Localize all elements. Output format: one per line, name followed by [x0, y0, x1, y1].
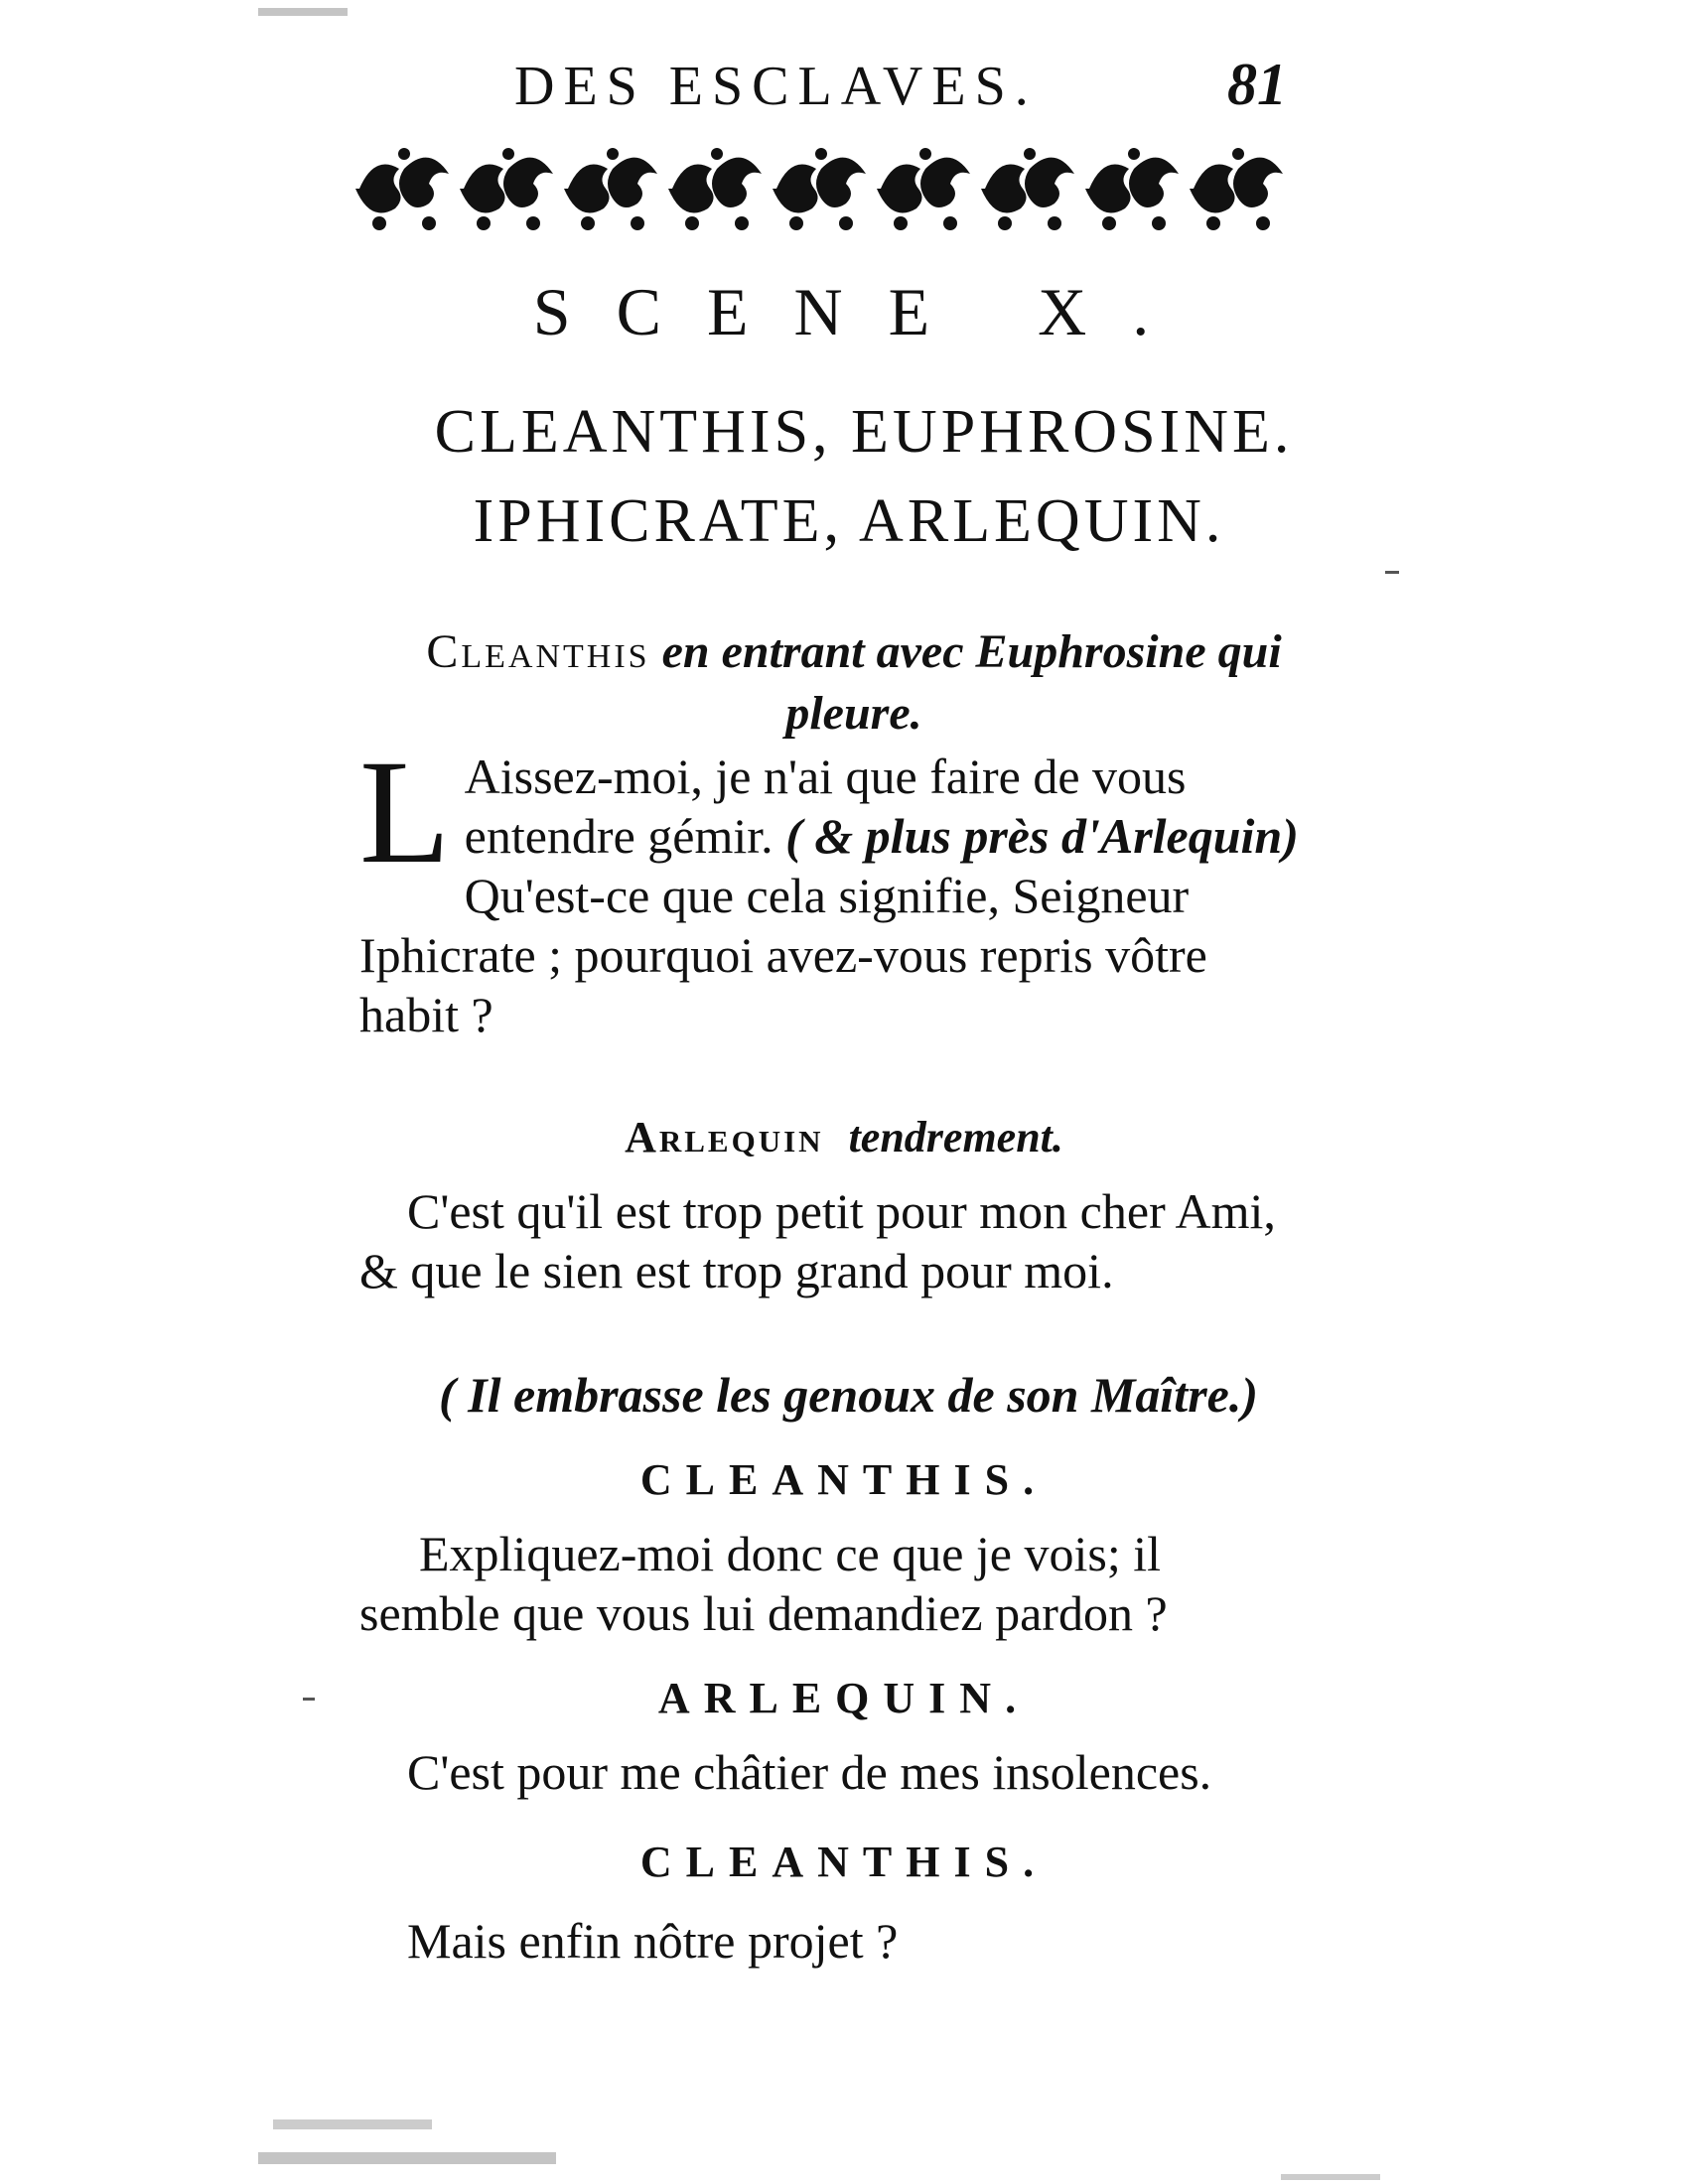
speech-paragraph: C'est pour me châtier de mes insolences. — [407, 1744, 1212, 1800]
characters-line-2: IPHICRATE, ARLEQUIN. — [473, 487, 1225, 555]
drop-cap: L — [359, 730, 451, 894]
scan-mark — [303, 1698, 315, 1701]
scan-mark — [258, 2152, 556, 2164]
scan-mark — [1281, 2174, 1380, 2180]
speech-text: Aissez-moi, je n'ai que faire de vous entendre gémir. — [464, 749, 1187, 864]
stage-direction: ( Il embrasse les genoux de son Maître.) — [439, 1367, 1258, 1423]
scan-mark — [258, 8, 348, 16]
stage-direction: tendrement. — [848, 1113, 1063, 1161]
page-header — [514, 52, 1309, 124]
speaker-name: Arlequin — [625, 1113, 824, 1161]
running-head: DES ESCLAVES. — [514, 56, 1038, 117]
characters-line-1: CLEANTHIS, EUPHROSINE. — [434, 398, 1294, 466]
stage-direction: en entrant avec Euphrosine qui pleure. — [661, 625, 1282, 740]
speaker-heading: ARLEQUIN. — [657, 1674, 1031, 1722]
speech-paragraph — [359, 730, 1313, 1044]
page-number: 81 — [1227, 52, 1287, 117]
speech-paragraph: C'est qu'il est trop petit pour mon cher Ami, & que le sien est trop grand pour moi. — [359, 1183, 1276, 1298]
speaker-heading: CLEANTHIS. — [639, 1455, 1049, 1504]
speech-paragraph: Expliquez-moi donc ce que je vois; il semble que vous lui demandiez pardon ? — [359, 1526, 1168, 1641]
speech-paragraph: Mais enfin nôtre projet ? — [407, 1913, 899, 1969]
speaker-name: Cleanthis — [426, 625, 650, 678]
scene-title: SCENE X. — [532, 274, 1196, 349]
opening-stage-direction — [392, 621, 1316, 745]
aside-direction: ( & plus près d'Arlequin) — [785, 808, 1299, 864]
speaker-heading: CLEANTHIS. — [639, 1838, 1049, 1886]
speech-text: Qu'est-ce que cela signifie, Seigneur Iphicrate ; pourquoi avez-vous repris vôtre habit ? — [359, 868, 1207, 1042]
scan-mark — [1385, 571, 1399, 574]
ornament-band-icon — [350, 139, 1309, 238]
scan-mark — [273, 2119, 432, 2129]
speaker-heading — [0, 1112, 1688, 1162]
